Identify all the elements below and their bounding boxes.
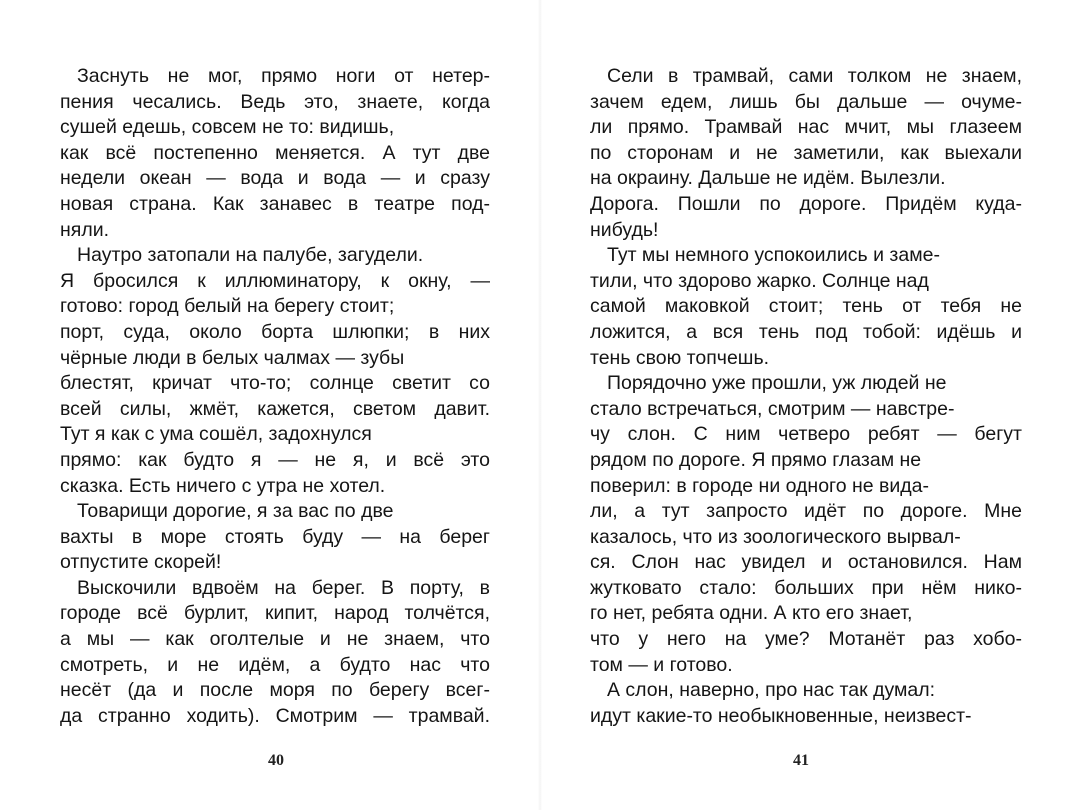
text-line: Тут я как с ума сошёл, задохнулся xyxy=(60,423,372,446)
text-line: недели океан — вода и вода — и сразу xyxy=(60,167,490,190)
text-line: прямо: как будто я — не я, и всё это xyxy=(60,448,490,471)
text-line: да странно ходить). Смотрим — трамвай. xyxy=(60,704,490,727)
text-line: как всё постепенно меняется. А тут две xyxy=(60,141,490,164)
text-line: Выскочили вдвоём на берег. В порту, в xyxy=(77,576,490,599)
text-line: том — и готово. xyxy=(590,653,733,676)
text-line: тень свою топчешь. xyxy=(590,346,770,369)
text-line: городе всё бурлит, кипит, народ толчётся, xyxy=(60,602,490,625)
book-gutter xyxy=(538,0,542,810)
left-page-number: 40 xyxy=(268,752,284,769)
text-line: сказка. Есть ничего с утра не хотел. xyxy=(60,474,386,497)
right-page-text xyxy=(590,64,1022,729)
left-page-text xyxy=(60,64,490,729)
text-line: Товарищи дорогие, я за вас по две xyxy=(77,500,394,523)
text-line: казалось, что из зоологического вырвал- xyxy=(590,525,961,548)
right-page-number: 41 xyxy=(793,752,809,769)
text-line: что у него на уме? Мотанёт раз хобо- xyxy=(590,628,1022,651)
text-line: Дорога. Пошли по дороге. Придём куда- xyxy=(590,192,1022,215)
text-line: по сторонам и не заметили, как выехали xyxy=(590,141,1022,164)
text-line: рядом по дороге. Я прямо глазам не xyxy=(590,448,922,471)
text-line: всей силы, жмёт, кажется, светом давит. xyxy=(60,397,490,420)
text-line: чёрные люди в белых чалмах — зубы xyxy=(60,346,405,369)
text-line: го нет, ребята одни. А кто его знает, xyxy=(590,602,913,625)
text-line: няли. xyxy=(60,218,110,241)
text-line: пения чесались. Ведь это, знаете, когда xyxy=(60,90,490,113)
text-line: зачем едем, лишь бы дальше — очуме- xyxy=(590,90,1022,113)
text-line: Тут мы немного успокоились и заме- xyxy=(607,244,940,267)
text-line: Заснуть не мог, прямо ноги от нетер- xyxy=(77,65,490,87)
text-line: Наутро затопали на палубе, загудели. xyxy=(77,244,424,267)
text-line: смотреть, и не идём, а будто нас что xyxy=(60,653,490,676)
text-line: Сели в трамвай, сами толком не знаем, xyxy=(607,65,1022,87)
text-line: готово: город белый на берегу стоит; xyxy=(60,295,395,318)
text-line: идут какие-то необыкновенные, неизвест- xyxy=(590,704,972,727)
text-line: блестят, кричат что-то; солнце светит со xyxy=(60,372,490,395)
text-line: ли, а тут запросто идёт по дороге. Мне xyxy=(590,500,1022,523)
text-line: ли прямо. Трамвай нас мчит, мы глазеем xyxy=(590,116,1022,139)
text-line: сушей едешь, совсем не то: видишь, xyxy=(60,116,395,139)
text-line: чу слон. С ним четверо ребят — бегут xyxy=(590,423,1022,446)
text-line: А слон, наверно, про нас так думал: xyxy=(607,679,936,702)
text-line: вахты в море стоять буду — на берег xyxy=(60,525,490,548)
text-line: а мы — как оголтелые и не знаем, что xyxy=(60,628,490,651)
text-line: ся. Слон нас увидел и остановился. Нам xyxy=(590,551,1022,574)
text-line: тили, что здорово жарко. Солнце над xyxy=(590,269,929,292)
text-line: нибудь! xyxy=(590,218,659,241)
text-line: жутковато стало: больших при нём нико- xyxy=(590,576,1022,599)
text-line: отпустите скорей! xyxy=(60,551,222,574)
text-line: на окраину. Дальше не идём. Вылезли. xyxy=(590,167,946,190)
text-line: стало встречаться, смотрим — навстре- xyxy=(590,397,955,420)
text-line: Я бросился к иллюминатору, к окну, — xyxy=(60,269,490,292)
text-line: Порядочно уже прошли, уж людей не xyxy=(607,372,947,395)
text-line: ложится, а вся тень под тобой: идёшь и xyxy=(590,320,1022,343)
text-line: несёт (да и после моря по берегу всег- xyxy=(60,679,490,702)
text-line: новая страна. Как занавес в театре под- xyxy=(60,192,490,215)
text-line: порт, суда, около борта шлюпки; в них xyxy=(60,320,490,343)
text-line: поверил: в городе ни одного не вида- xyxy=(590,474,929,497)
text-line: самой маковкой стоит; тень от тебя не xyxy=(590,295,1022,318)
